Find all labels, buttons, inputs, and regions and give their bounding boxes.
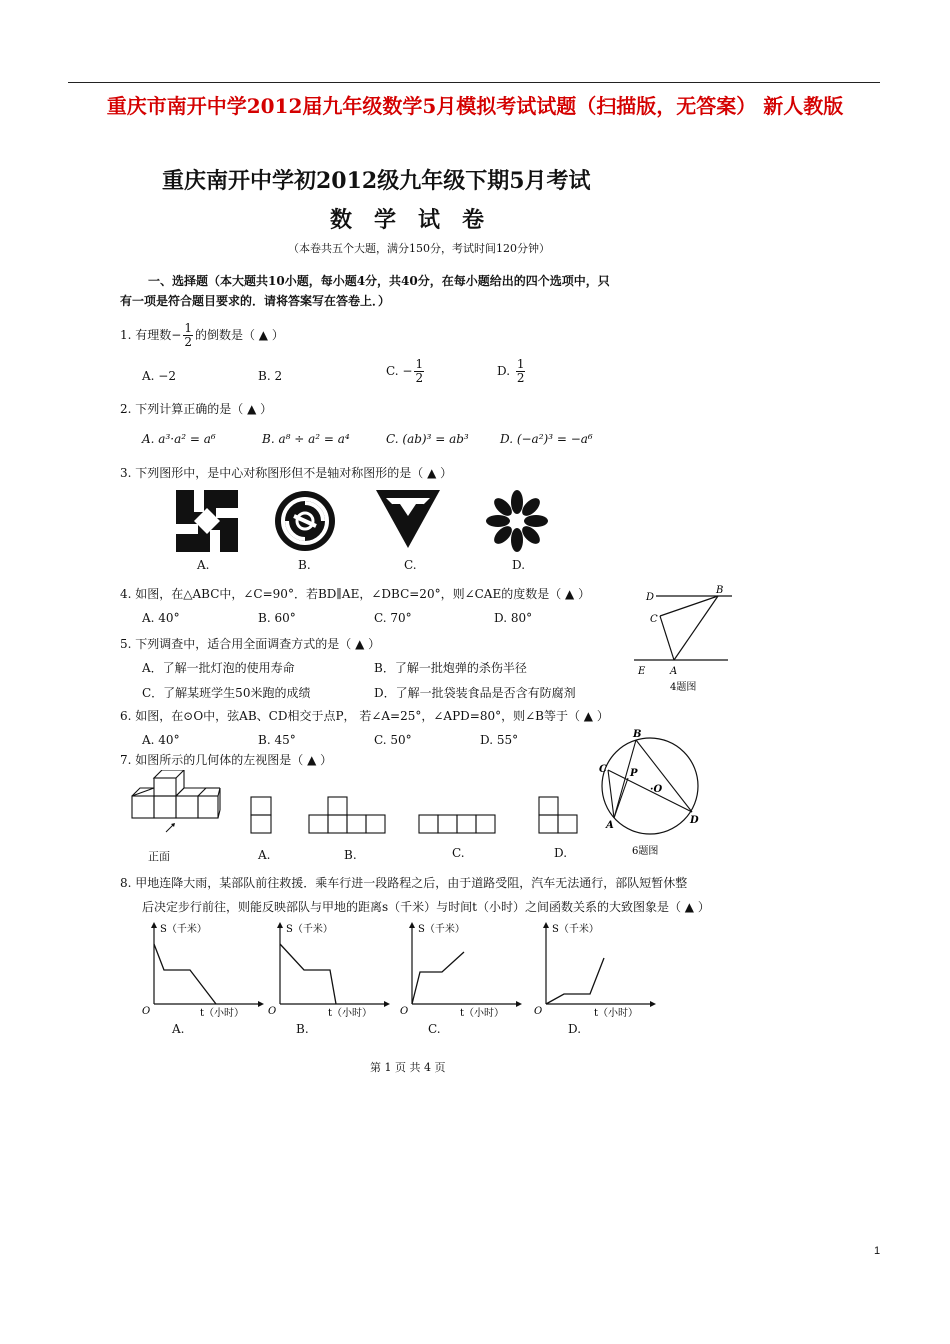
- q4-figure: [632, 582, 736, 692]
- q8-b-y-label: S（千米）: [286, 924, 333, 935]
- q1-option-c-label: C. −: [386, 364, 413, 378]
- q5-option-b: B．了解一批炮弹的杀伤半径: [374, 661, 527, 675]
- q3-label-c: C.: [404, 558, 417, 572]
- q8-b-origin: O: [268, 1006, 277, 1017]
- q8-a-y-label: S（千米）: [160, 924, 207, 935]
- q1-option-d: [497, 358, 527, 385]
- q7-option-b-figure: [308, 796, 390, 838]
- q8-line1: 8. 甲地连降大雨，某部队前往救援．乘车行进一段路程之后，由于道路受阻，汽车无法通行，部队短暂休整: [120, 876, 688, 890]
- q8-c-x-label: t（小时）: [460, 1008, 505, 1018]
- q8-c-origin: O: [400, 1006, 409, 1017]
- q8-graph-d: [520, 920, 660, 1018]
- q3-figure-b: [274, 490, 336, 552]
- q5-option-a: A．了解一批灯泡的使用寿命: [142, 661, 295, 675]
- q7-label-c: C.: [452, 846, 465, 860]
- q1-fraction: [183, 322, 193, 349]
- q3-label-d: D.: [512, 558, 526, 572]
- q3-stem: 3. 下列图形中，是中心对称图形但不是轴对称图形的是（ ▲ ）: [120, 466, 453, 480]
- page-footer: 第 1 页 共 4 页: [370, 1061, 446, 1074]
- q4-figure-caption: 4题图: [670, 682, 697, 692]
- q6-option-d: D. 55°: [480, 733, 519, 747]
- q7-label-d: D.: [554, 846, 568, 860]
- q1-option-d-den: 2: [516, 371, 525, 385]
- q2-option-d: D. (−a²)³ = −a⁶: [500, 432, 593, 446]
- q1-option-d-fraction: [516, 358, 526, 385]
- q6-figure: [596, 728, 706, 858]
- q2-stem: 2. 下列计算正确的是（ ▲ ）: [120, 402, 273, 416]
- q4-point-b: B: [716, 585, 724, 596]
- header-rule: [68, 82, 880, 83]
- q1-option-d-num: 1: [516, 357, 525, 371]
- q8-label-c: C.: [428, 1022, 441, 1036]
- q1-option-b: B. 2: [258, 369, 283, 383]
- q8-b-x-label: t（小时）: [328, 1008, 373, 1018]
- q6-point-a: A: [606, 820, 614, 831]
- q8-graph-b: [254, 920, 394, 1018]
- q6-point-d: D: [690, 815, 699, 826]
- q1-fraction-num: 1: [184, 321, 192, 335]
- q4-stem: 4. 如图，在△ABC中，∠C=90°．若BD∥AE，∠DBC=20°，则∠CAE的度数是（ ▲ ）: [120, 587, 591, 601]
- q3-label-b: B.: [298, 558, 311, 572]
- q1-option-c-num: 1: [415, 357, 424, 371]
- section1-line2: 有一项是符合题目要求的．请将答案写在答卷上．）: [120, 294, 391, 308]
- q8-d-x-label: t（小时）: [594, 1008, 639, 1018]
- q7-label-b: B.: [344, 848, 357, 862]
- q7-solid-figure: [130, 770, 222, 834]
- q3-figure-a: [176, 490, 238, 552]
- q4-option-c: C. 70°: [374, 611, 412, 625]
- page-number: 1: [874, 1245, 881, 1257]
- q4-option-b: B. 60°: [258, 611, 296, 625]
- section1-line1: 一、选择题（本大题共10小题，每小题4分，共40分，在每小题给出的四个选项中，只: [148, 274, 610, 288]
- q5-option-d: D．了解一批袋装食品是否含有防腐剂: [374, 686, 576, 700]
- q7-option-a-figure: [250, 796, 274, 838]
- q1-option-c-den: 2: [415, 371, 424, 385]
- q8-d-y-label: S（千米）: [552, 924, 599, 935]
- q8-graph-a: [128, 920, 268, 1018]
- q6-point-o: ·O: [650, 784, 663, 795]
- q4-point-d: D: [646, 592, 655, 603]
- q7-label-a: A.: [258, 848, 271, 862]
- q3-figure-d: [486, 490, 548, 552]
- subject-title: 数学试卷: [330, 207, 507, 233]
- q1-option-c-fraction: [414, 358, 424, 385]
- q7-option-c-figure: [418, 814, 500, 838]
- q1-fraction-den: 2: [184, 335, 192, 349]
- q1-option-c: [386, 358, 426, 385]
- q1-stem: [120, 322, 284, 349]
- q1-stem-pre: 1. 有理数−: [120, 328, 182, 342]
- q6-option-c: C. 50°: [374, 733, 412, 747]
- q4-option-a: A. 40°: [142, 611, 180, 625]
- q3-figure-c: [376, 490, 440, 550]
- q6-point-c: C: [599, 764, 607, 775]
- q8-a-x-label: t（小时）: [200, 1008, 245, 1018]
- q6-point-p: P: [630, 768, 638, 779]
- q6-figure-caption: 6题图: [632, 846, 659, 857]
- q1-option-d-label: D.: [497, 364, 511, 378]
- q8-d-origin: O: [534, 1006, 543, 1017]
- exam-note: （本卷共五个大题，满分150分，考试时间120分钟）: [288, 242, 550, 255]
- q6-point-b: B: [633, 729, 642, 740]
- q1-stem-post: 的倒数是（ ▲ ）: [194, 328, 284, 342]
- q2-option-b: B. a⁸ ÷ a² = a⁴: [262, 432, 350, 446]
- q7-stem: 7. 如图所示的几何体的左视图是（ ▲ ）: [120, 753, 333, 767]
- q6-stem: 6. 如图，在⊙O中，弦AB、CD相交于点P， 若∠A=25°，∠APD=80°，则∠B等于（ ▲ ）: [120, 709, 609, 723]
- q7-front-label: 正面: [148, 850, 170, 863]
- q4-option-d: D. 80°: [494, 611, 533, 625]
- q8-graph-c: [386, 920, 526, 1018]
- q8-label-d: D.: [568, 1022, 582, 1036]
- q4-point-a: A: [670, 666, 678, 677]
- q8-label-b: B.: [296, 1022, 309, 1036]
- q4-point-e: E: [638, 666, 646, 677]
- q4-point-c: C: [650, 614, 658, 625]
- q5-option-c: C．了解某班学生50米跑的成绩: [142, 686, 311, 700]
- q6-option-a: A. 40°: [142, 733, 180, 747]
- q5-stem: 5. 下列调查中，适合用全面调查方式的是（ ▲ ）: [120, 637, 381, 651]
- q8-a-origin: O: [142, 1006, 151, 1017]
- document-banner: 重庆市南开中学2012届九年级数学5月模拟考试试题（扫描版，无答案） 新人教版: [106, 94, 844, 118]
- q2-option-a: A. a³·a² = a⁶: [142, 432, 216, 446]
- q8-label-a: A.: [172, 1022, 185, 1036]
- exam-title: 重庆南开中学初2012级九年级下期5月考试: [162, 168, 591, 194]
- q6-option-b: B. 45°: [258, 733, 296, 747]
- q8-line2: 后决定步行前往，则能反映部队与甲地的距离s（千米）与时间t（小时）之间函数关系的大致图象是（ ▲ ）: [142, 900, 710, 914]
- q3-label-a: A.: [197, 558, 210, 572]
- q2-option-c: C. (ab)³ = ab³: [386, 432, 469, 446]
- q8-c-y-label: S（千米）: [418, 924, 465, 935]
- q7-option-d-figure: [538, 796, 582, 838]
- q1-option-a: A. −2: [142, 369, 176, 383]
